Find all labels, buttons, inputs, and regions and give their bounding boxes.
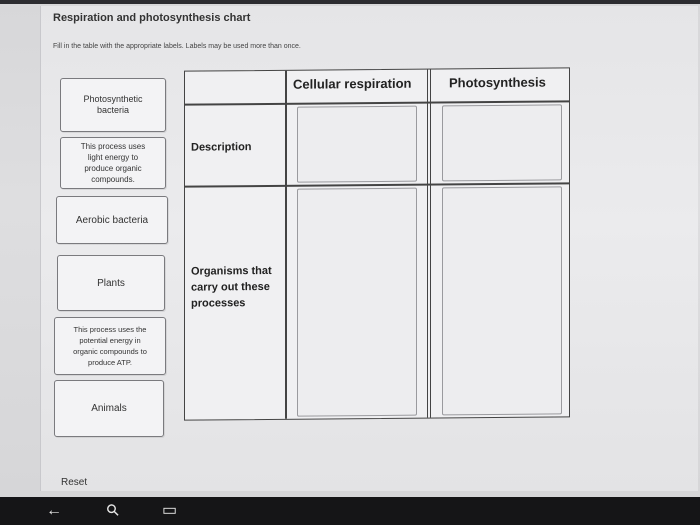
- row-label-organisms: Organisms that carry out these processes: [191, 264, 272, 310]
- task-view-icon[interactable]: ▭: [162, 502, 178, 519]
- reset-button[interactable]: Reset: [61, 477, 88, 488]
- instructions: Fill in the table with the appropriate labels. Labels may be used more than once.: [53, 43, 301, 50]
- column-header-cellular-respiration: Cellular respiration: [293, 75, 412, 92]
- dropzone-respiration-description[interactable]: [297, 106, 417, 183]
- row-label-description: Description: [191, 141, 252, 154]
- column-divider: [427, 70, 431, 418]
- chart-table: [184, 67, 570, 420]
- search-icon[interactable]: ⚲: [103, 500, 124, 521]
- label-uses-light-energy[interactable]: This process uses light energy to produce organic compounds.: [60, 137, 166, 189]
- label-aerobic-bacteria[interactable]: Aerobic bacteria: [56, 196, 168, 244]
- page-title: Respiration and photosynthesis chart: [53, 12, 251, 24]
- dropzone-photosynthesis-organisms[interactable]: [442, 186, 562, 415]
- label-plants[interactable]: Plants: [57, 255, 165, 311]
- label-photosynthetic-bacteria[interactable]: Photosynthetic bacteria: [60, 78, 166, 132]
- label-uses-potential-energy[interactable]: This process uses the potential energy in organic compounds to produce ATP.: [54, 317, 166, 375]
- dropzone-photosynthesis-description[interactable]: [442, 104, 562, 181]
- back-arrow-icon[interactable]: ←: [46, 502, 62, 519]
- label-animals[interactable]: Animals: [54, 380, 164, 437]
- column-divider: [285, 71, 287, 419]
- dropzone-respiration-organisms[interactable]: [297, 188, 417, 417]
- column-header-photosynthesis: Photosynthesis: [449, 74, 546, 91]
